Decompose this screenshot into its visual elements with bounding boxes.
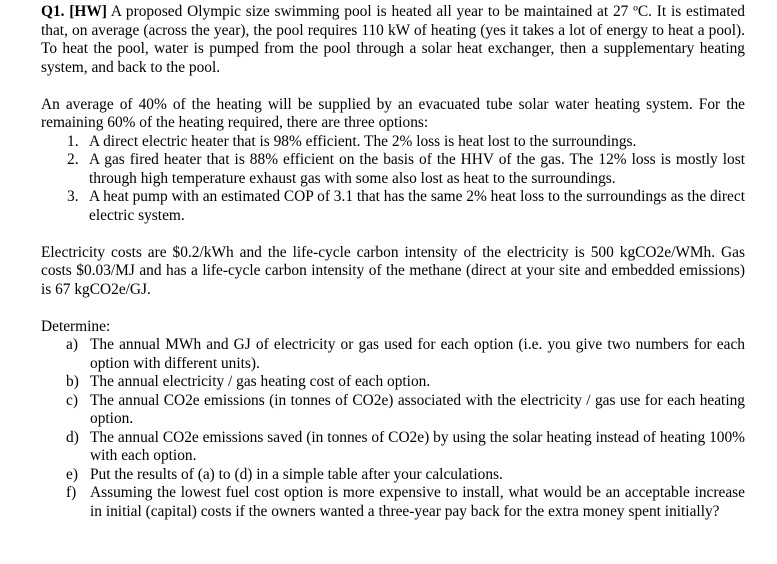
- question-label: Q1. [HW]: [41, 3, 107, 20]
- task-item: [41, 336, 745, 373]
- task-marker: d): [66, 428, 79, 446]
- option-text: A direct electric heater that is 98% efficient. The 2% loss is heat lost to the surroundings.: [89, 132, 637, 150]
- question-intro: A proposed Olympic size swimming pool is heated all year to be maintained at 27 ºC. It is estimated that, on average (across the year), the pool requires 110 kW of heating (yes it takes a lot of energy to heat a pool). To heat the pool, water is pumped from the pool through a solar heat exchanger, then a supplementary heating system, and back to the pool.: [41, 3, 745, 76]
- options-list: [41, 133, 745, 226]
- task-item: [41, 373, 745, 392]
- task-item: [41, 484, 745, 521]
- task-text: The annual MWh and GJ of electricity or gas used for each option (i.e. you give two numbers for each option with different units).: [90, 336, 745, 372]
- option-marker: 2.: [67, 151, 79, 168]
- tasks-list: [41, 336, 745, 521]
- option-text: A heat pump with an estimated COP of 3.1 that has the same 2% heat loss to the surroundings as the direct electric system.: [89, 188, 745, 224]
- task-text: The annual CO2e emissions (in tonnes of CO2e) associated with the electricity / gas use for each heating option.: [90, 391, 745, 427]
- option-item: [41, 188, 745, 225]
- spacer: [41, 225, 745, 244]
- options-intro: An average of 40% of the heating will be supplied by an evacuated tube solar water heating system. For the remaining 60% of the heating required, there are three options:: [41, 95, 745, 131]
- option-item: [41, 133, 745, 152]
- costs-paragraph: Electricity costs are $0.2/kWh and the life-cycle carbon intensity of the electricity is 500 kgCO2e/WMh. Gas costs $0.03/MJ and has a life-cycle carbon intensity of the methane (direct at your site and embedded emissions) is 67 kgCO2e/GJ.: [41, 243, 745, 298]
- task-marker: a): [66, 336, 78, 353]
- task-text: The annual electricity / gas heating cost of each option.: [90, 373, 431, 390]
- task-text: Assuming the lowest fuel cost option is more expensive to install, what would be an acceptable increase in initial (capital) costs if the owners wanted a three-year pay back for the extra money spent initially?: [90, 484, 745, 520]
- option-marker: 3.: [67, 188, 79, 205]
- task-marker: c): [66, 391, 78, 409]
- task-item: [41, 392, 745, 429]
- question-paragraph: [41, 3, 745, 77]
- task-marker: e): [66, 465, 78, 483]
- task-marker: f): [66, 484, 77, 501]
- task-text: Put the results of (a) to (d) in a simple table after your calculations.: [90, 465, 503, 483]
- task-text: The annual CO2e emissions saved (in tonnes of CO2e) by using the solar heating instead of heating 100% with each option.: [90, 428, 745, 464]
- determine-label: Determine:: [41, 317, 111, 335]
- option-text: A gas fired heater that is 88% efficient on the basis of the HHV of the gas. The 12% loss is mostly lost through high temperature exhaust gas with some also lost as heat to the surroundings.: [89, 151, 745, 187]
- task-marker: b): [66, 373, 79, 390]
- spacer: [41, 299, 745, 318]
- task-item: [41, 466, 745, 485]
- option-marker: 1.: [67, 132, 79, 150]
- task-item: [41, 429, 745, 466]
- spacer: [41, 77, 745, 96]
- option-item: [41, 151, 745, 188]
